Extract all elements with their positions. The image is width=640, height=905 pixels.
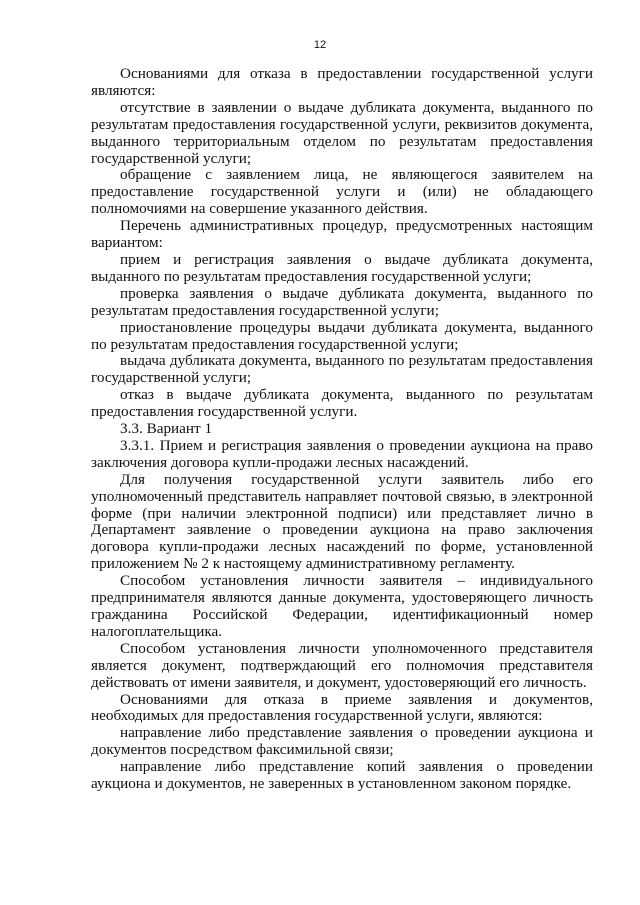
paragraph: Основаниями для отказа в приеме заявления и документов, необходимых для предоставления государственной услуги, являются: — [91, 690, 593, 725]
paragraph: Основаниями для отказа в предоставлении государственной услуги являются: — [91, 65, 593, 99]
paragraph: выдача дубликата документа, выданного по результатам предоставления государственной услуги; — [91, 352, 593, 387]
paragraph: Способом установления личности заявителя – индивидуального предпринимателя являются данные документа, удостоверяющего личность гражданина Российской Федерации, идентификационный номер налогоплательщика. — [91, 572, 593, 640]
paragraph: направление либо представление заявления о проведении аукциона и документов посредством факсимильной связи; — [91, 724, 593, 759]
paragraph: Перечень административных процедур, предусмотренных настоящим вариантом: — [91, 217, 593, 252]
paragraph: Для получения государственной услуги заявитель либо его уполномоченный представитель направляет почтовой связью, в электронной форме (при наличии электронной подписи) или представляет лично в Департамент заявление о проведении аукциона на право заключения договора купли-продажи лесных насаждений по форме, установленной приложением № 2 к настоящему административному регламенту. — [91, 470, 593, 573]
document-body — [91, 66, 593, 793]
paragraph: приостановление процедуры выдачи дубликата документа, выданного по результатам предоставления государственной услуги; — [91, 318, 593, 353]
paragraph: Способом установления личности уполномоченного представителя является документ, подтверждающий его полномочия представителя действовать от имени заявителя, и документ, удостоверяющий его личность. — [91, 639, 593, 691]
paragraph: обращение с заявлением лица, не являющегося заявителем на предоставление государственной услуги и (или) не обладающего полномочиями на совершение указанного действия. — [91, 166, 593, 218]
paragraph: проверка заявления о выдаче дубликата документа, выданного по результатам предоставления государственной услуги; — [91, 284, 593, 319]
section-heading: 3.3. Вариант 1 — [120, 420, 213, 438]
paragraph: прием и регистрация заявления о выдаче дубликата документа, выданного по результатам предоставления государственной услуги; — [91, 250, 593, 285]
paragraph: направление либо представление копий заявления о проведении аукциона и документов, не заверенных в установленном законом порядке. — [91, 758, 593, 793]
subsection-heading: 3.3.1. Прием и регистрация заявления о проведении аукциона на право заключения договора купли-продажи лесных насаждений. — [91, 436, 593, 471]
paragraph: отказ в выдаче дубликата документа, выданного по результатам предоставления государственной услуги. — [91, 386, 593, 421]
paragraph: отсутствие в заявлении о выдаче дубликата документа, выданного по результатам предоставления государственной услуги, реквизитов документа, выданного территориальным отделом по результатам предоставления государственной услуги; — [91, 98, 593, 167]
page-number: 12 — [313, 39, 327, 51]
